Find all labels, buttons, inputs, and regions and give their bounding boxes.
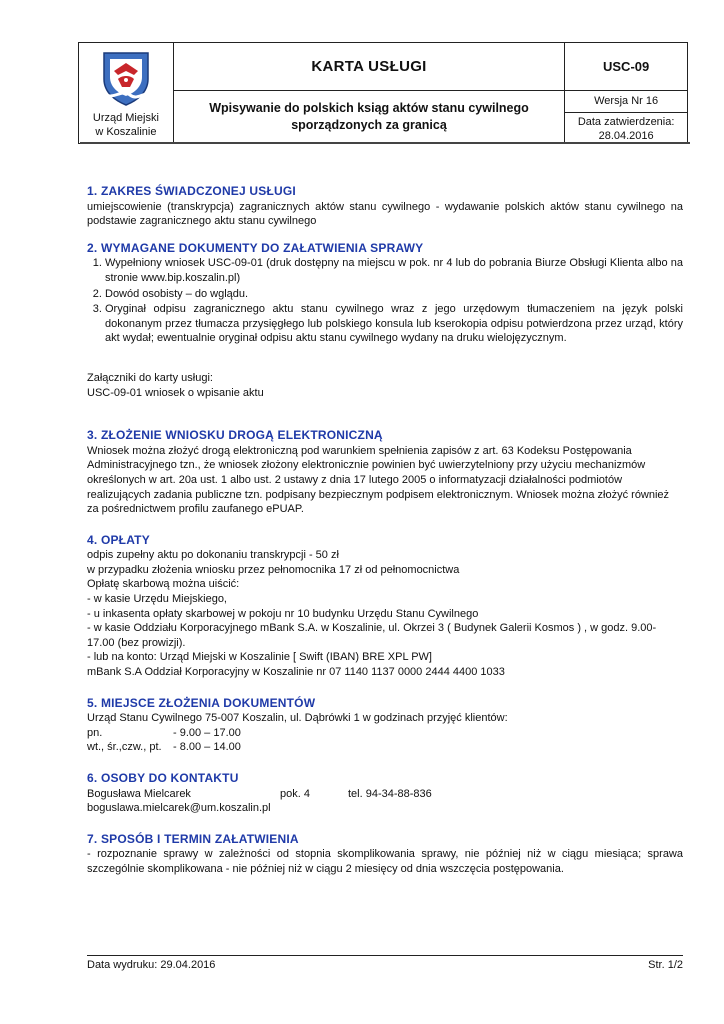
- approval-date-label: Data zatwierdzenia:: [577, 116, 675, 128]
- hours-row: [87, 726, 683, 741]
- hours-time: - 9.00 – 17.00: [173, 726, 241, 739]
- office-name-line2: w Koszalinie: [95, 126, 157, 138]
- text-line: - w kasie Oddziału Korporacyjnego mBank S.A. w Koszalinie, ul. Okrzei 3 ( Budynek Galerii Kosmos ) , w godz. 9.00-: [87, 622, 657, 635]
- logo-cell: [79, 43, 174, 144]
- contact-phone: tel. 94-34-88-836: [348, 787, 432, 800]
- header-table: [78, 42, 688, 144]
- attachment-item: USC-09-01 wniosek o wpisanie aktu: [87, 386, 264, 399]
- service-title-cell: [173, 91, 564, 144]
- section-resolution-time: [87, 832, 683, 877]
- card-title: KARTA USŁUGI: [311, 58, 427, 75]
- attachments-label: Załączniki do karty usługi:: [87, 371, 213, 384]
- card-code-cell: [565, 43, 688, 91]
- list-item: 3. Oryginał odpisu zagranicznego aktu stanu cywilnego wraz z jego urzędowym tłumaczeniem na język polski dokonanym przez tłumacza przysięgłego lub polskiego konsula lub kserokopia odpisu potwierdzona przez urząd, który akt wydał; ewentualnie oryginał odpisu aktu stanu cywilnego wydany na druku wielojęzycznym.: [105, 302, 683, 346]
- version-cell: [565, 91, 688, 144]
- text-line: Urząd Stanu Cywilnego 75-007 Koszalin, ul. Dąbrówki 1 w godzinach przyjęć klientów:: [87, 712, 508, 725]
- card-title-cell: [173, 43, 564, 91]
- text-line: - u inkasenta opłaty skarbowej w pokoju nr 10 budynku Urzędu Stanu Cywilnego: [87, 607, 479, 620]
- contact-name: Bogusława Mielcarek: [87, 787, 191, 800]
- section-electronic-submission: [87, 428, 683, 517]
- hours-time: - 8.00 – 14.00: [173, 741, 241, 754]
- section-submission-place: [87, 696, 683, 755]
- section-text: - rozpoznanie sprawy w zależności od stopnia skomplikowania sprawy, nie później niż w ciągu miesiąca; sprawa szczególnie skomplikowana - nie później niż w ciągu 2 miesięcy od dnia wszczęcia postępowania.: [87, 848, 683, 875]
- text-line: mBank S.A Oddział Korporacyjny w Koszalinie nr 07 1140 1137 0000 2444 4400 1033: [87, 666, 505, 679]
- city-coat-of-arms-icon: [100, 49, 152, 107]
- list-item: 1. Wypełniony wniosek USC-09-01 (druk dostępny na miejscu w pok. nr 4 lub do pobrania Biurze Obsługi Klienta albo na stronie www.bip.koszalin.pl): [105, 256, 683, 285]
- section-scope: [87, 184, 683, 229]
- section-heading: 3. ZŁOŻENIE WNIOSKU DROGĄ ELEKTRONICZNĄ: [87, 428, 383, 443]
- list-item: 2. Dowód osobisty – do wglądu.: [105, 287, 683, 302]
- service-title-line1: Wpisywanie do polskich ksiąg aktów stanu cywilnego: [209, 101, 529, 115]
- hours-row: [87, 740, 683, 755]
- contact-row: [87, 787, 683, 802]
- section-fees: [87, 533, 683, 680]
- text-line: - lub na konto: Urząd Miejski w Koszalinie [ Swift (IBAN) BRE XPL PW]: [87, 651, 432, 664]
- page-footer: [87, 955, 683, 971]
- text-line: Wniosek można złożyć drogą elektroniczną pod warunkiem spełnienia zapisów z art. 63 Kodeksu Postępowania: [87, 444, 632, 457]
- hours-day: pn.: [87, 726, 103, 739]
- section-heading: 5. MIEJSCE ZŁOŻENIA DOKUMENTÓW: [87, 695, 316, 710]
- documents-list: [87, 256, 683, 346]
- text-line: za pośrednictwem profilu zaufanego ePUAP.: [87, 503, 304, 516]
- service-title-line2: sporządzonych za granicą: [291, 118, 447, 132]
- text-line: Opłatę skarbową można uiścić:: [87, 578, 240, 591]
- section-heading: 2. WYMAGANE DOKUMENTY DO ZAŁATWIENIA SPRAWY: [87, 240, 424, 255]
- card-code: USC-09: [603, 59, 650, 74]
- text-line: 17.00 (bez prowizji).: [87, 636, 186, 649]
- version-label: Wersja Nr 16: [565, 91, 687, 113]
- section-required-documents: [87, 241, 683, 400]
- section-text: umiejscowienie (transkrypcja) zagranicznych aktów stanu cywilnego - wydawanie polskich aktów stanu cywilnego na podstawie zagranicznego aktu stanu cywilnego: [87, 200, 683, 228]
- office-name-line1: Urząd Miejski: [92, 112, 159, 124]
- text-line: Administracyjnego tzn., że wniosek złożony elektronicznie powinien być uwierzytelniony przy użyciu mechanizmów: [87, 459, 646, 472]
- section-heading: 4. OPŁATY: [87, 532, 150, 547]
- page-number: Str. 1/2: [648, 959, 683, 971]
- text-line: odpis zupełny aktu po dokonaniu transkrypcji - 50 zł: [87, 549, 339, 562]
- approval-date: 28.04.2016: [598, 130, 654, 142]
- text-line: określonych w art. 20a ust. 1 albo ust. 2 ustawy z dnia 17 lutego 2005 o informatyzacji działalności podmiotów: [87, 473, 623, 486]
- section-heading: 7. SPOSÓB I TERMIN ZAŁATWIENIA: [87, 831, 299, 846]
- contact-room: pok. 4: [280, 787, 310, 800]
- text-line: w przypadku złożenia wniosku przez pełnomocnika 17 zł od pełnomocnictwa: [87, 563, 460, 576]
- text-line: realizujących zadania publiczne tzn. podpisany bezpiecznym podpisem elektronicznym. Wniosek można złożyć również: [87, 488, 670, 501]
- section-heading: 1. ZAKRES ŚWIADCZONEJ USŁUGI: [87, 184, 296, 198]
- print-date: Data wydruku: 29.04.2016: [87, 959, 216, 971]
- text-line: - w kasie Urzędu Miejskiego,: [87, 593, 227, 606]
- contact-email: boguslawa.mielcarek@um.koszalin.pl: [87, 802, 271, 815]
- section-heading: 6. OSOBY DO KONTAKTU: [87, 771, 239, 785]
- card-content: [87, 184, 683, 889]
- hours-day: wt., śr.,czw., pt.: [87, 741, 162, 754]
- header-shadow: [80, 142, 690, 144]
- section-contacts: [87, 771, 683, 816]
